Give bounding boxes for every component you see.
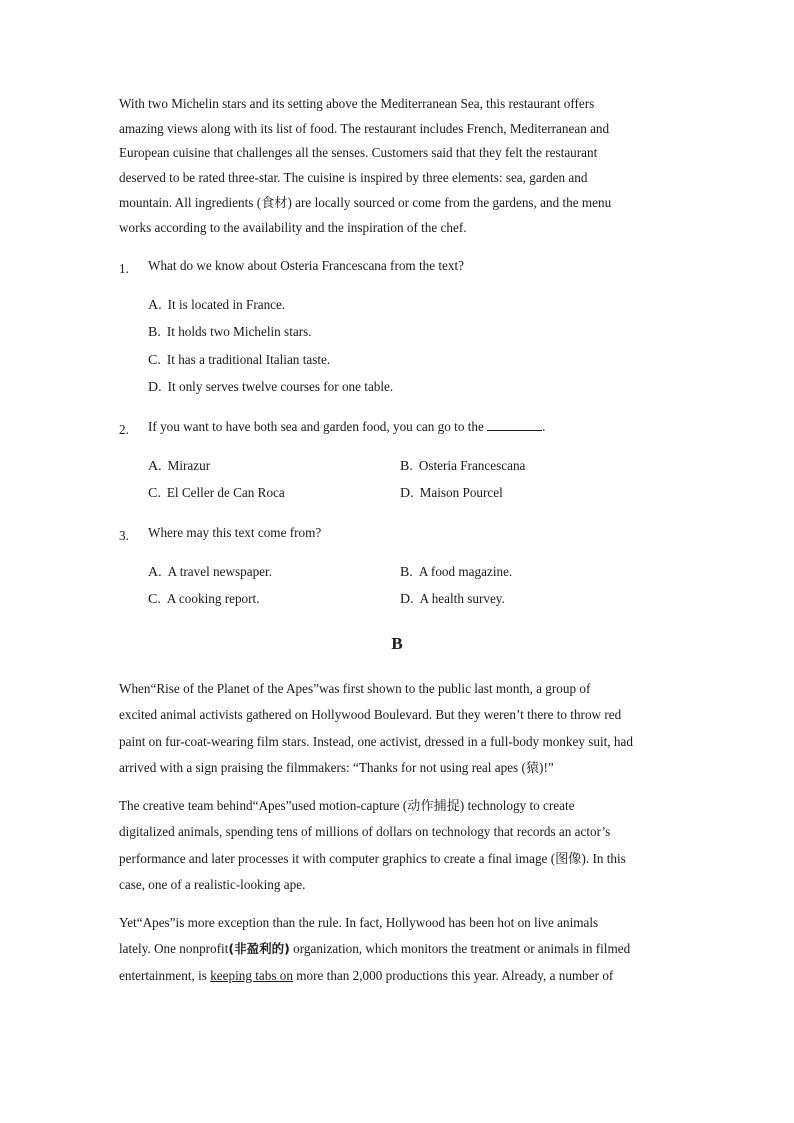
question-2-option-c[interactable]: [148, 484, 285, 503]
question-3-number: 3.: [119, 528, 129, 543]
option-text: A travel newspaper.: [167, 564, 272, 579]
option-letter: A.: [148, 459, 162, 474]
line-segment: more than 2,000 productions this year. Already, a number of: [292, 967, 614, 983]
option-letter: D.: [400, 486, 414, 501]
option-letter: C.: [148, 592, 161, 607]
question-1-text: What do we know about Osteria Francescana from the text?: [148, 258, 465, 273]
question-2-option-a[interactable]: [148, 457, 210, 476]
option-text: It holds two Michelin stars.: [166, 324, 312, 339]
option-letter: D.: [400, 592, 414, 607]
option-letter: B.: [400, 565, 413, 580]
passage-a: [119, 92, 667, 240]
question-2-text-main: If you want to have both sea and garden food, you can go to the: [148, 419, 484, 434]
option-text: It has a traditional Italian taste.: [166, 352, 331, 367]
question-1-option-c[interactable]: [148, 351, 330, 370]
question-2-text: [148, 418, 545, 436]
question-3-text: Where may this text come from?: [148, 525, 322, 540]
question-2-option-d[interactable]: [400, 484, 503, 503]
passage-b-line: digitalized animals, spending tens of millions of dollars on technology that records an actor’s: [119, 824, 611, 840]
passage-b-line: arrived with a sign praising the filmmakers: “Thanks for not using real apes (猿)!”: [119, 759, 554, 775]
option-text: Mirazur: [167, 458, 211, 473]
question-1-option-d[interactable]: [148, 378, 393, 397]
question-1-option-b[interactable]: [148, 323, 312, 342]
passage-b-paragraph-3: [119, 910, 667, 989]
option-text: Maison Pourcel: [419, 485, 503, 500]
line-segment: entertainment, is: [119, 967, 211, 983]
passage-a-line: mountain. All ingredients (食材) are locally sourced or come from the gardens, and the menu: [119, 194, 612, 210]
option-letter: A.: [148, 565, 162, 580]
passage-b-line: [119, 936, 667, 962]
question-3-option-d[interactable]: [400, 590, 505, 609]
option-text: It is located in France.: [167, 297, 286, 312]
line-segment: lately. One nonprofit: [119, 941, 229, 957]
passage-b-line: The creative team behind“Apes”used motion-capture (动作捕捉) technology to create: [119, 798, 575, 813]
passage-b-paragraph-2: [119, 793, 667, 898]
option-letter: C.: [148, 486, 161, 501]
passage-b-line: When“Rise of the Planet of the Apes”was first shown to the public last month, a group of: [119, 681, 591, 696]
option-text: A food magazine.: [418, 564, 513, 579]
line-segment: organization, which monitors the treatment or animals in filmed: [289, 941, 631, 957]
passage-b-line: paint on fur-coat-wearing film stars. Instead, one activist, dressed in a full-body monkey suit, had: [119, 733, 633, 749]
question-3-option-a[interactable]: [148, 563, 272, 582]
option-text: Osteria Francescana: [418, 458, 526, 473]
section-title: B: [391, 634, 403, 653]
option-letter: D.: [148, 380, 162, 395]
option-letter: A.: [148, 298, 162, 313]
option-text: A cooking report.: [166, 591, 260, 606]
question-2-option-b[interactable]: [400, 457, 525, 476]
option-letter: C.: [148, 353, 161, 368]
question-2-number: 2.: [119, 422, 129, 437]
question-1-number: 1.: [119, 261, 129, 276]
option-text: It only serves twelve courses for one table.: [167, 379, 394, 394]
option-text: A health survey.: [419, 591, 505, 606]
question-2-text-end: .: [542, 419, 546, 434]
passage-b-paragraph-1: [119, 676, 667, 781]
passage-b-line: performance and later processes it with computer graphics to create a final image (图像). In this: [119, 850, 626, 866]
passage-b-line: excited animal activists gathered on Hollywood Boulevard. But they weren’t there to throw red: [119, 707, 622, 723]
option-letter: B.: [148, 325, 161, 340]
passage-a-line: works according to the availability and the inspiration of the chef.: [119, 219, 467, 235]
passage-a-line: deserved to be rated three-star. The cuisine is inspired by three elements: sea, garden and: [119, 170, 588, 186]
option-letter: B.: [400, 459, 413, 474]
passage-b-line: Yet“Apes”is more exception than the rule. In fact, Hollywood has been hot on live animals: [119, 915, 599, 930]
passage-a-line: European cuisine that challenges all the senses. Customers said that they felt the restaurant: [119, 145, 598, 161]
answer-blank: [487, 418, 542, 431]
question-3-option-b[interactable]: [400, 563, 512, 582]
passage-a-line: amazing views along with its list of food. The restaurant includes French, Mediterranean and: [119, 120, 610, 136]
question-1-option-a[interactable]: [148, 296, 285, 315]
passage-b-line: [119, 963, 667, 989]
passage-a-line: With two Michelin stars and its setting above the Mediterranean Sea, this restaurant offers: [119, 96, 595, 111]
underlined-phrase: keeping tabs on: [210, 967, 293, 983]
option-text: El Celler de Can Roca: [166, 485, 285, 500]
question-3-option-c[interactable]: [148, 590, 260, 609]
chinese-gloss: (非盈利的): [228, 941, 290, 957]
passage-b-line: case, one of a realistic-looking ape.: [119, 876, 306, 892]
